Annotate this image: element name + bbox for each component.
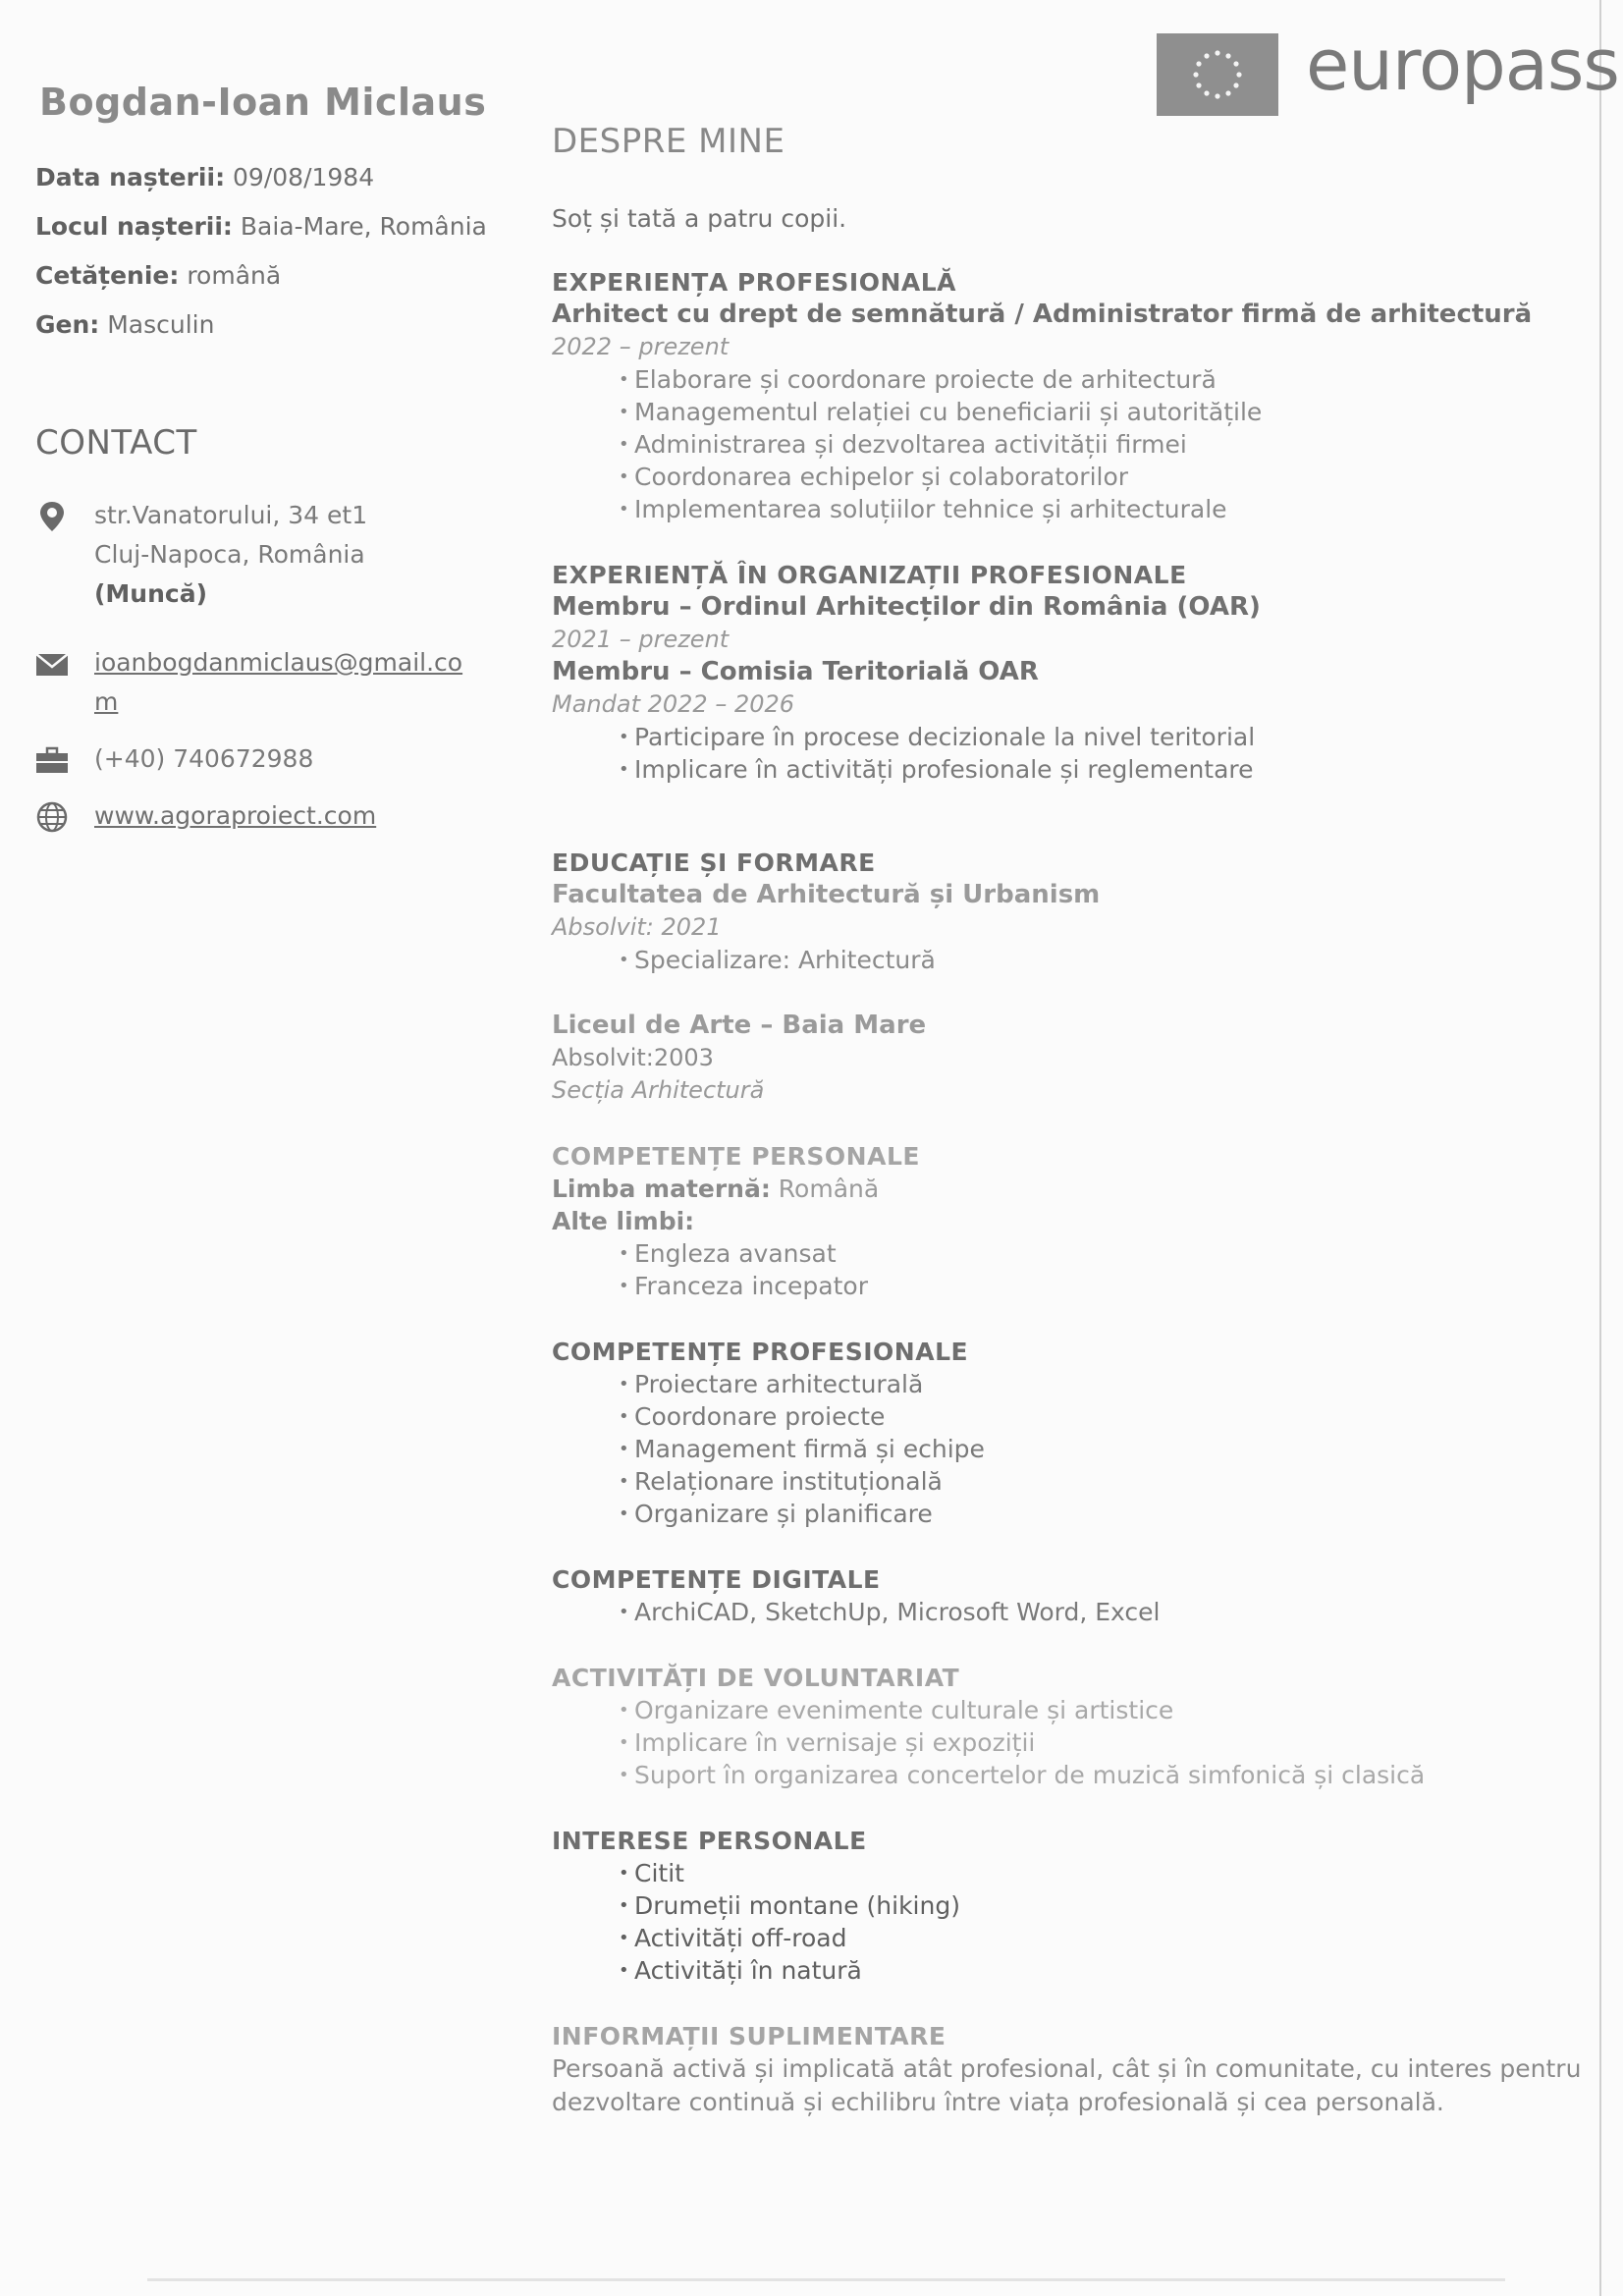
list-item: • Implicare în vernisaje și expoziții xyxy=(619,1726,1593,1759)
additional-info-line: Persoană activă și implicată atât profesional, cât și în comunitate, cu interes pentru xyxy=(552,2054,1582,2083)
experience-period: 2022 – prezent xyxy=(552,333,730,360)
spacer xyxy=(552,525,1593,559)
spacer xyxy=(552,1302,1593,1336)
organization-role: Membru – Ordinul Arhitecților din România (OAR) xyxy=(552,592,1261,622)
education-heading: EDUCAȚIE ȘI FORMARE xyxy=(552,848,876,877)
digital-skills-list xyxy=(552,1596,1593,1628)
mother-tongue xyxy=(552,1173,1593,1205)
contact-website xyxy=(35,796,497,836)
info-label: Data nașterii: xyxy=(35,163,226,191)
volunteering-heading: ACTIVITĂȚI DE VOLUNTARIAT xyxy=(552,1664,960,1692)
list-item: • Suport în organizarea concertelor de muzică simfonică și clasică xyxy=(619,1759,1593,1791)
eu-flag-icon xyxy=(1157,33,1278,116)
interests-list xyxy=(552,1857,1593,1987)
spacer xyxy=(552,1628,1593,1662)
additional-info-heading: INFORMAȚII SUPLIMENTARE xyxy=(552,2022,947,2050)
education-graduation: Absolvit: 2021 xyxy=(552,913,722,941)
list-item: • Activități off-road xyxy=(619,1922,1593,1954)
list-item: • Managementul relației cu beneficiarii și autoritățile xyxy=(619,396,1593,428)
left-column xyxy=(35,81,497,853)
list-item: • Administrarea și dezvoltarea activității firmei xyxy=(619,428,1593,461)
spacer xyxy=(552,976,1593,1010)
professional-skills-heading: COMPETENȚE PROFESIONALE xyxy=(552,1338,969,1366)
info-label: Gen: xyxy=(35,310,100,339)
list-item: • Engleza avansat xyxy=(619,1237,1593,1270)
scan-bottom-line xyxy=(147,2278,1505,2281)
volunteering-list xyxy=(552,1694,1593,1791)
list-item: • Relaționare instituțională xyxy=(619,1465,1593,1498)
website-link[interactable]: www.agoraproiect.com xyxy=(94,801,377,830)
address-type: (Muncă) xyxy=(94,579,208,608)
experience-heading: EXPERIENȚA PROFESIONALĂ xyxy=(552,268,957,297)
info-value: 09/08/1984 xyxy=(233,163,375,191)
list-item: • Franceza incepator xyxy=(619,1270,1593,1302)
list-item: • Specializare: Arhitectură xyxy=(619,944,1593,976)
address-line: Cluj-Napoca, România xyxy=(94,540,365,569)
personal-skills-heading: COMPETENȚE PERSONALE xyxy=(552,1142,920,1171)
list-item: • Management firmă și echipe xyxy=(619,1433,1593,1465)
spacer xyxy=(552,1530,1593,1563)
europass-logo xyxy=(1157,24,1619,118)
list-item: • Drumeții montane (hiking) xyxy=(619,1889,1593,1922)
briefcase-icon xyxy=(35,743,69,777)
info-value: Masculin xyxy=(107,310,215,339)
list-item: • Participare în procese decizionale la nivel teritorial xyxy=(619,721,1593,753)
envelope-icon xyxy=(35,647,69,681)
info-value: Baia-Mare, România xyxy=(240,212,487,241)
organization-role: Membru – Comisia Teritorială OAR xyxy=(552,657,1039,686)
email-line: m xyxy=(94,687,119,716)
email-link[interactable] xyxy=(94,643,497,722)
contact-address xyxy=(35,496,497,614)
email-line: ioanbogdanmiclaus@gmail.co xyxy=(94,648,463,677)
about-text: Soț și tată a patru copii. xyxy=(552,204,847,233)
info-label: Cetățenie: xyxy=(35,261,180,290)
experience-list xyxy=(552,363,1593,525)
contact-heading: CONTACT xyxy=(35,423,197,463)
info-birthdate xyxy=(35,163,497,191)
interests-heading: INTERESE PERSONALE xyxy=(552,1827,867,1855)
info-value: română xyxy=(187,261,282,290)
list-item: • Proiectare arhitecturală xyxy=(619,1368,1593,1400)
list-item: • Elaborare și coordonare proiecte de arhitectură xyxy=(619,363,1593,396)
list-item: • Activități în natură xyxy=(619,1954,1593,1987)
info-citizenship xyxy=(35,261,497,290)
other-languages-label: Alte limbi: xyxy=(552,1207,695,1235)
other-languages xyxy=(552,1205,1593,1237)
location-pin-icon xyxy=(35,500,69,533)
about-heading: DESPRE MINE xyxy=(552,122,785,161)
mother-tongue-value: Română xyxy=(778,1175,880,1203)
organizations-heading: EXPERIENȚĂ ÎN ORGANIZAȚII PROFESIONALE xyxy=(552,561,1187,589)
spacer xyxy=(552,786,1593,847)
education-section: Secția Arhitectură xyxy=(552,1076,765,1104)
education-graduation: Absolvit:2003 xyxy=(552,1044,714,1071)
right-column xyxy=(552,122,1593,2119)
education-list xyxy=(552,944,1593,976)
phone-number: (+40) 740672988 xyxy=(94,744,314,773)
experience-job-title: Arhitect cu drept de semnătură / Administrator firmă de arhitectură xyxy=(552,300,1533,329)
contact-phone xyxy=(35,739,497,779)
languages-list xyxy=(552,1237,1593,1302)
list-item: • Organizare evenimente culturale și artistice xyxy=(619,1694,1593,1726)
list-item: • Citit xyxy=(619,1857,1593,1889)
professional-skills-list xyxy=(552,1368,1593,1530)
spacer xyxy=(552,1107,1593,1140)
candidate-name: Bogdan-Ioan Miclaus xyxy=(39,81,487,124)
list-item: • Implementarea soluțiilor tehnice și arhitecturale xyxy=(619,493,1593,525)
europass-wordmark: europass xyxy=(1306,24,1619,106)
education-school: Liceul de Arte – Baia Mare xyxy=(552,1011,927,1040)
additional-info-line: dezvoltare continuă și echilibru între viața profesională și cea personală. xyxy=(552,2088,1444,2116)
list-item: • Implicare în activități profesionale și reglementare xyxy=(619,753,1593,786)
organizations-list xyxy=(552,721,1593,786)
info-birthplace xyxy=(35,212,497,241)
list-item: • Coordonare proiecte xyxy=(619,1400,1593,1433)
globe-icon xyxy=(35,800,69,834)
info-gender xyxy=(35,310,497,339)
address-line: str.Vanatorului, 34 et1 xyxy=(94,501,368,529)
contact-email xyxy=(35,643,497,722)
scan-edge-line xyxy=(1599,0,1601,2296)
organization-period: 2021 – prezent xyxy=(552,626,730,653)
education-school: Facultatea de Arhitectură și Urbanism xyxy=(552,880,1101,909)
spacer xyxy=(552,1987,1593,2020)
digital-skills-heading: COMPETENȚE DIGITALE xyxy=(552,1565,881,1594)
organization-period: Mandat 2022 – 2026 xyxy=(552,690,795,718)
info-label: Locul nașterii: xyxy=(35,212,233,241)
mother-tongue-label: Limba maternă: xyxy=(552,1175,771,1203)
spacer xyxy=(552,1791,1593,1825)
list-item: • ArchiCAD, SketchUp, Microsoft Word, Excel xyxy=(619,1596,1593,1628)
list-item: • Coordonarea echipelor și colaboratorilor xyxy=(619,461,1593,493)
list-item: • Organizare și planificare xyxy=(619,1498,1593,1530)
